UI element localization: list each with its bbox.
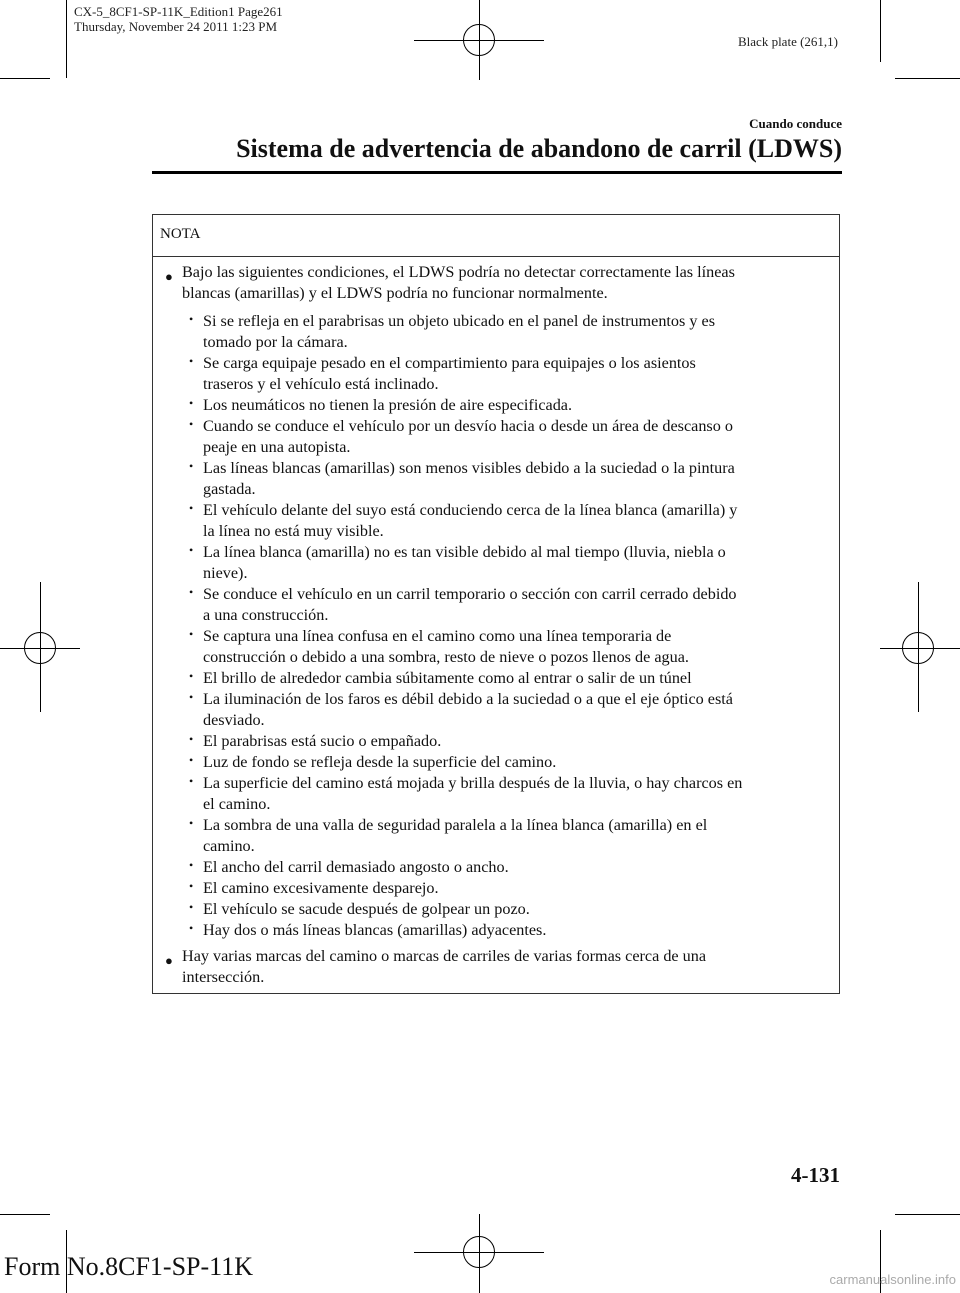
- registration-circle: [24, 632, 56, 664]
- sub-item-line: La sombra de una valla de seguridad paralela a la línea blanca (amarilla) en el: [203, 816, 708, 834]
- crop-mark: [880, 0, 881, 62]
- sub-bullet-icon: •: [189, 543, 194, 557]
- sub-item-line: tomado por la cámara.: [203, 333, 348, 351]
- crop-mark: [895, 78, 960, 79]
- sub-bullet-icon: •: [189, 396, 194, 410]
- sub-bullet-icon: •: [189, 732, 194, 746]
- sub-bullet-icon: •: [189, 858, 194, 872]
- sub-bullet-icon: •: [189, 690, 194, 704]
- watermark: carmanualsonline.info: [829, 1272, 956, 1287]
- sub-item-line: Si se refleja en el parabrisas un objeto ubicado en el panel de instrumentos y es: [203, 312, 715, 330]
- sub-bullet-icon: •: [189, 774, 194, 788]
- sub-bullet-icon: •: [189, 354, 194, 368]
- sub-item-line: Los neumáticos no tienen la presión de aire especificada.: [203, 396, 573, 414]
- note-label: NOTA: [160, 226, 201, 242]
- crop-mark: [66, 0, 67, 78]
- sub-item-line: el camino.: [203, 795, 271, 813]
- sub-item-line: construcción o debido a una sombra, resto de nieve o pozos llenos de agua.: [203, 648, 689, 666]
- sub-item-line: El vehículo delante del suyo está conduciendo cerca de la línea blanca (amarilla) y: [203, 501, 738, 519]
- sub-item-line: desviado.: [203, 711, 265, 729]
- sub-bullet-icon: •: [189, 921, 194, 935]
- sub-bullet-icon: •: [189, 312, 194, 326]
- sub-item-line: peaje en una autopista.: [203, 438, 351, 456]
- sub-bullet-icon: •: [189, 753, 194, 767]
- bullet-icon: ●: [165, 269, 173, 284]
- bullet1-line2: blancas (amarillas) y el LDWS podría no funcionar normalmente.: [182, 284, 608, 302]
- crop-mark: [0, 1214, 50, 1215]
- print-header-line2: Thursday, November 24 2011 1:23 PM: [74, 19, 278, 34]
- sub-item-line: Las líneas blancas (amarillas) son menos visibles debido a la suciedad o la pintura: [203, 459, 735, 477]
- sub-item-line: El vehículo se sacude después de golpear un pozo.: [203, 900, 530, 918]
- page-title: Sistema de advertencia de abandono de carril (LDWS): [236, 134, 842, 163]
- print-header-line1: CX-5_8CF1-SP-11K_Edition1 Page261: [74, 4, 283, 19]
- sub-bullet-icon: •: [189, 417, 194, 431]
- sub-item-line: El camino excesivamente desparejo.: [203, 879, 439, 897]
- note-box: [152, 214, 840, 994]
- sub-bullet-icon: •: [189, 879, 194, 893]
- sub-item-line: nieve).: [203, 564, 248, 582]
- sub-bullet-icon: •: [189, 669, 194, 683]
- sub-bullet-icon: •: [189, 900, 194, 914]
- page-number: 4-131: [791, 1163, 840, 1187]
- sub-item-line: la línea no está muy visible.: [203, 522, 384, 540]
- sub-bullet-icon: •: [189, 816, 194, 830]
- sub-item-line: La línea blanca (amarilla) no es tan visible debido al mal tiempo (lluvia, niebla o: [203, 543, 726, 561]
- sub-bullet-icon: •: [189, 459, 194, 473]
- note-header: [153, 215, 839, 257]
- sub-bullet-icon: •: [189, 585, 194, 599]
- crop-mark: [0, 78, 50, 79]
- sub-bullet-icon: •: [189, 501, 194, 515]
- registration-circle: [463, 24, 495, 56]
- sub-item-line: La iluminación de los faros es débil debido a la suciedad o a que el eje óptico está: [203, 690, 733, 708]
- section-label: Cuando conduce: [749, 116, 842, 131]
- bullet2-line2: intersección.: [182, 968, 265, 986]
- sub-item-line: gastada.: [203, 480, 256, 498]
- sub-item-line: Cuando se conduce el vehículo por un desvío hacia o desde un área de descanso o: [203, 417, 733, 435]
- crop-mark: [895, 1214, 960, 1215]
- registration-circle: [463, 1236, 495, 1268]
- sub-bullet-icon: •: [189, 627, 194, 641]
- sub-item-line: La superficie del camino está mojada y brilla después de la lluvia, o hay charcos en: [203, 774, 743, 792]
- sub-item-line: Se conduce el vehículo en un carril temporario o sección con carril cerrado debido: [203, 585, 737, 603]
- sub-item-line: Luz de fondo se refleja desde la superficie del camino.: [203, 753, 557, 771]
- sub-item-line: Se captura una línea confusa en el camino como una línea temporaria de: [203, 627, 672, 645]
- title-rule: [152, 171, 842, 174]
- sub-item-line: El brillo de alrededor cambia súbitamente como al entrar o salir de un túnel: [203, 669, 692, 687]
- plate-label: Black plate (261,1): [738, 34, 838, 49]
- print-header: [74, 4, 283, 34]
- sub-item-line: Hay dos o más líneas blancas (amarillas) adyacentes.: [203, 921, 547, 939]
- sub-item-line: El ancho del carril demasiado angosto o ancho.: [203, 858, 509, 876]
- sub-item-line: camino.: [203, 837, 255, 855]
- sub-item-line: a una construcción.: [203, 606, 329, 624]
- registration-circle: [902, 632, 934, 664]
- sub-item-line: Se carga equipaje pesado en el compartimiento para equipajes o los asientos: [203, 354, 696, 372]
- bullet-icon: ●: [165, 953, 173, 968]
- sub-item-line: El parabrisas está sucio o empañado.: [203, 732, 442, 750]
- bullet1-line1: Bajo las siguientes condiciones, el LDWS podría no detectar correctamente las líneas: [182, 263, 735, 281]
- bullet2-line1: Hay varias marcas del camino o marcas de carriles de varias formas cerca de una: [182, 947, 707, 965]
- sub-item-line: traseros y el vehículo está inclinado.: [203, 375, 439, 393]
- form-number: Form No.8CF1-SP-11K: [4, 1252, 253, 1281]
